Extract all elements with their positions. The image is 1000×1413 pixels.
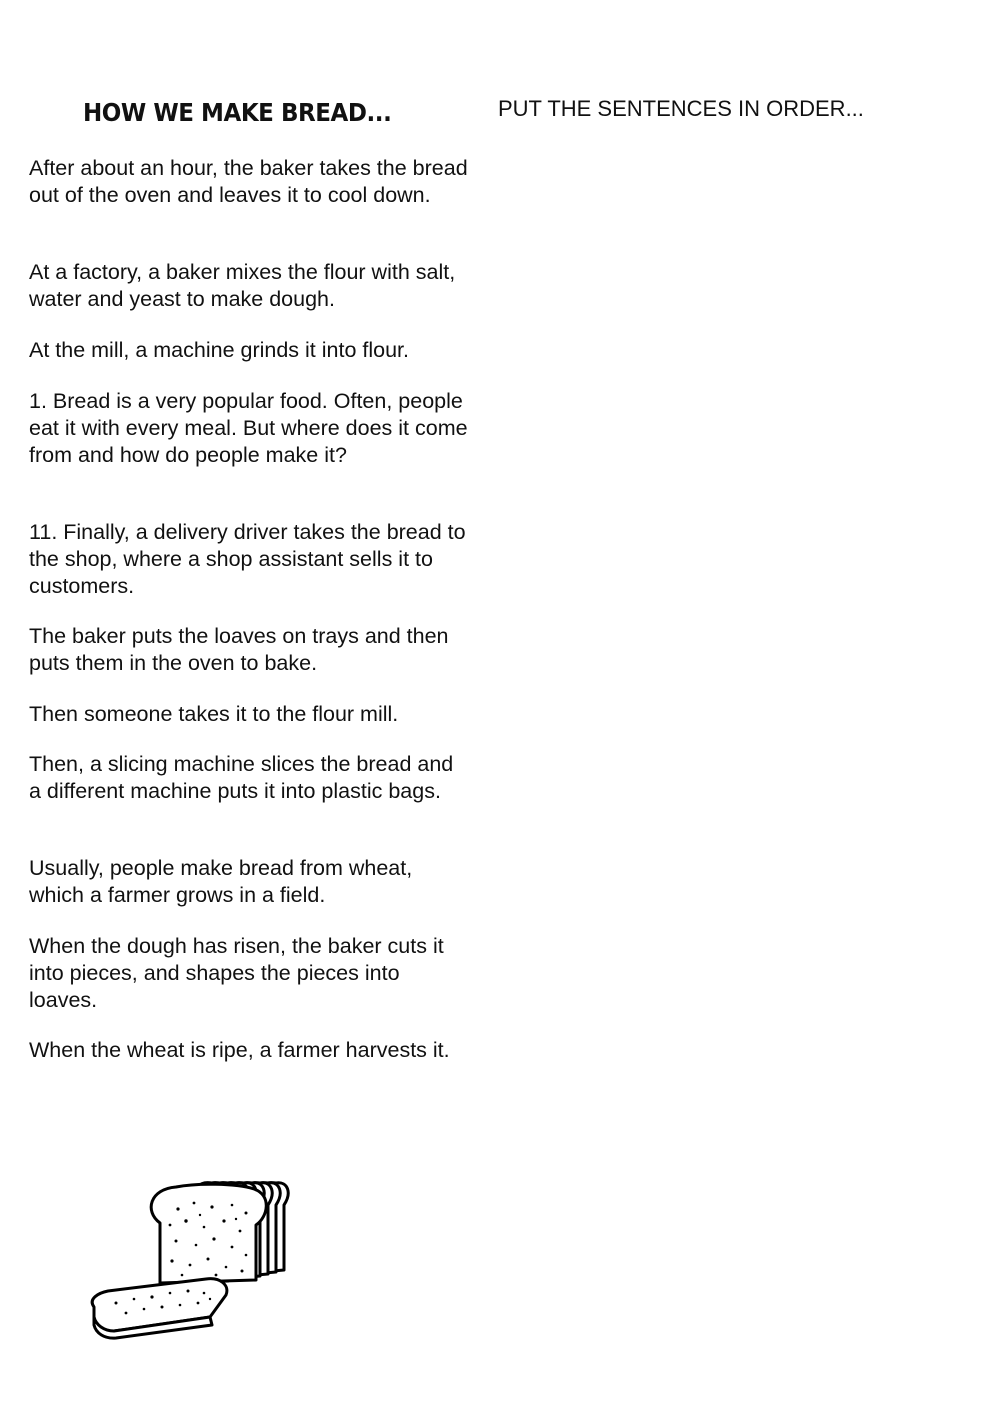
worksheet-title: HOW WE MAKE BREAD... [83, 98, 392, 127]
sentence-item[interactable]: Then, a slicing machine slices the bread and a different machine puts it into plastic bags. [29, 752, 454, 803]
sentence-item[interactable]: 1. Bread is a very popular food. Often, people eat it with every meal. But where does it come from and how do people make it? [29, 389, 468, 467]
sentence-item[interactable]: After about an hour, the baker takes the bread out of the oven and leaves it to cool down. [29, 156, 468, 207]
sentence-item[interactable]: When the dough has risen, the baker cuts it into pieces, and shapes the pieces into loaves. [29, 934, 444, 1012]
bread-loaf-icon [86, 1175, 356, 1340]
sentence-item[interactable]: At the mill, a machine grinds it into flour. [29, 338, 410, 362]
sentence-item[interactable]: When the wheat is ripe, a farmer harvests it. [29, 1038, 450, 1062]
sentence-item[interactable]: Usually, people make bread from wheat, which a farmer grows in a field. [29, 856, 413, 907]
sentence-item[interactable]: The baker puts the loaves on trays and then puts them in the oven to bake. [29, 624, 449, 675]
sentence-item[interactable]: 11. Finally, a delivery driver takes the bread to the shop, where a shop assistant sells it to customers. [29, 520, 466, 598]
sentence-item[interactable]: At a factory, a baker mixes the flour with salt, water and yeast to make dough. [29, 260, 456, 311]
instruction-text: PUT THE SENTENCES IN ORDER... [498, 96, 864, 121]
sentence-item[interactable]: Then someone takes it to the flour mill. [29, 702, 399, 726]
